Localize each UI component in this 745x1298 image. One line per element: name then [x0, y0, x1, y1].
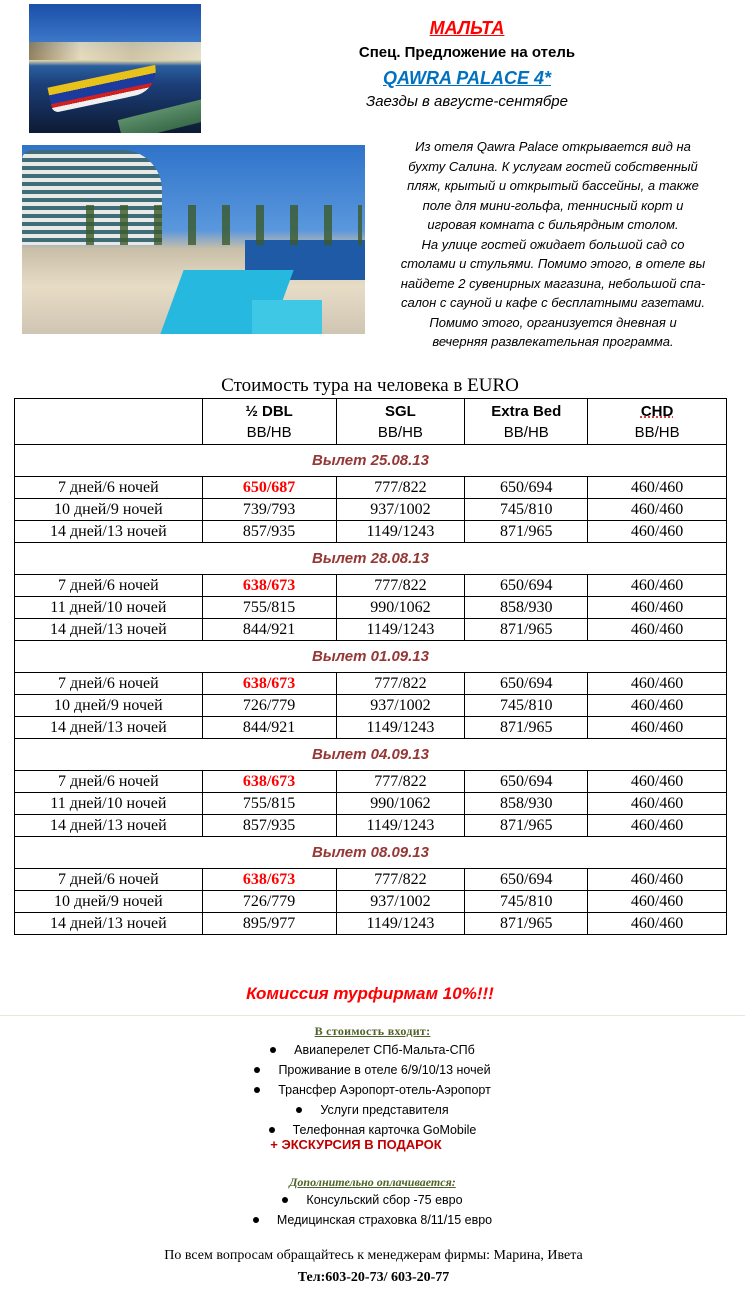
duration-cell: 11 дней/10 ночей — [15, 793, 203, 815]
table-row — [15, 793, 727, 815]
list-item-text: Услуги представителя — [320, 1103, 449, 1117]
price-cell: 460/460 — [588, 913, 727, 935]
table-row — [15, 521, 727, 543]
table-row — [15, 815, 727, 837]
description-line: Из отеля Qawra Palace открывается вид на — [415, 139, 691, 154]
price-cell: 844/921 — [202, 717, 336, 739]
description-line: игровая комната с бильярдным столом. — [427, 217, 679, 232]
check-in-dates: Заезды в августе-сентябре — [366, 93, 568, 110]
duration-cell: 14 дней/13 ночей — [15, 521, 203, 543]
price-cell: 460/460 — [588, 869, 727, 891]
table-row — [15, 891, 727, 913]
price-cell: 638/673 — [202, 575, 336, 597]
flight-row — [15, 739, 727, 771]
duration-cell: 14 дней/13 ночей — [15, 717, 203, 739]
price-cell: 739/793 — [202, 499, 336, 521]
bullet-icon — [296, 1107, 302, 1113]
price-cell: 895/977 — [202, 913, 336, 935]
column-name: ½ DBL — [245, 402, 293, 420]
bullet-icon — [253, 1217, 259, 1223]
flight-row — [15, 445, 727, 477]
flight-date: Вылет 08.09.13 — [15, 837, 727, 869]
price-cell: 990/1062 — [336, 597, 465, 619]
table-row — [15, 717, 727, 739]
price-cell: 858/930 — [465, 793, 588, 815]
list-item — [150, 1190, 595, 1210]
list-item — [150, 1060, 595, 1080]
hotel-name: QAWRA PALACE 4* — [382, 68, 551, 88]
price-cell: 777/822 — [336, 869, 465, 891]
list-item-text: Проживание в отеле 6/9/10/13 ночей — [278, 1063, 491, 1077]
description-line: вечерняя развлекательная программа. — [432, 334, 674, 349]
duration-cell: 14 дней/13 ночей — [15, 913, 203, 935]
flight-date: Вылет 04.09.13 — [15, 739, 727, 771]
price-cell: 937/1002 — [336, 499, 465, 521]
column-name: Extra Bed — [491, 402, 562, 420]
price-cell: 460/460 — [588, 673, 727, 695]
table-row — [15, 477, 727, 499]
column-board: BB/HB — [377, 423, 423, 441]
price-cell: 460/460 — [588, 793, 727, 815]
price-cell: 871/965 — [465, 815, 588, 837]
table-row — [15, 575, 727, 597]
price-cell: 857/935 — [202, 815, 336, 837]
price-cell: 460/460 — [588, 619, 727, 641]
divider — [0, 1015, 745, 1016]
price-table-body — [15, 445, 727, 935]
price-cell: 871/965 — [465, 619, 588, 641]
bullet-icon — [269, 1127, 275, 1133]
list-item-text: Телефонная карточка GoMobile — [292, 1123, 477, 1137]
duration-cell: 7 дней/6 ночей — [15, 575, 203, 597]
list-item-text: Авиаперелет СПб-Мальта-СПб — [294, 1043, 475, 1057]
price-cell: 777/822 — [336, 673, 465, 695]
description-line: Помимо этого, организуется дневная и — [429, 314, 677, 330]
price-cell: 460/460 — [588, 771, 727, 793]
hotel-pool-photo — [22, 145, 365, 334]
photo-pool-small — [252, 300, 322, 334]
description-line: поле для мини-гольфа, теннисный корт и — [422, 197, 684, 213]
price-cell: 460/460 — [588, 891, 727, 913]
description-line: найдете 2 сувенирных магазина, небольшой спа- — [400, 275, 706, 291]
price-cell: 990/1062 — [336, 793, 465, 815]
bullet-icon — [270, 1047, 276, 1053]
included-title: В стоимость входит: — [314, 1024, 431, 1038]
price-cell: 460/460 — [588, 717, 727, 739]
list-item — [150, 1040, 595, 1060]
description-line: бухту Салина. К услугам гостей собственный — [408, 158, 698, 174]
price-cell: 650/694 — [465, 869, 588, 891]
price-cell: 638/673 — [202, 869, 336, 891]
price-cell: 844/921 — [202, 619, 336, 641]
bullet-icon — [254, 1067, 260, 1073]
price-cell: 857/935 — [202, 521, 336, 543]
price-cell: 777/822 — [336, 771, 465, 793]
duration-cell: 7 дней/6 ночей — [15, 673, 203, 695]
duration-cell: 14 дней/13 ночей — [15, 815, 203, 837]
list-item — [150, 1210, 595, 1230]
list-item — [150, 1080, 595, 1100]
duration-cell: 10 дней/9 ночей — [15, 499, 203, 521]
table-row — [15, 597, 727, 619]
price-cell: 726/779 — [202, 891, 336, 913]
column-board: BB/HB — [246, 423, 292, 441]
duration-cell: 7 дней/6 ночей — [15, 477, 203, 499]
price-cell: 1149/1243 — [336, 619, 465, 641]
photo-palms — [72, 205, 362, 245]
duration-cell: 7 дней/6 ночей — [15, 771, 203, 793]
price-cell: 871/965 — [465, 717, 588, 739]
photo-boat — [47, 65, 160, 113]
price-cell: 777/822 — [336, 575, 465, 597]
list-item-text: Консульский сбор -75 евро — [306, 1193, 463, 1207]
contacts-text: По всем вопросам обращайтесь к менеджерам фирмы: Марина, Ивета — [164, 1248, 583, 1263]
price-cell: 871/965 — [465, 521, 588, 543]
gift-excursion: + ЭКСКУРСИЯ В ПОДАРОК — [270, 1137, 442, 1152]
price-cell: 777/822 — [336, 477, 465, 499]
price-cell: 460/460 — [588, 499, 727, 521]
price-cell: 745/810 — [465, 891, 588, 913]
extra-costs-list — [150, 1190, 595, 1230]
price-cell: 460/460 — [588, 815, 727, 837]
price-cell: 460/460 — [588, 521, 727, 543]
table-row — [15, 673, 727, 695]
header-cell-chd — [588, 399, 727, 445]
price-cell: 650/687 — [202, 477, 336, 499]
flight-date: Вылет 01.09.13 — [15, 641, 727, 673]
price-cell: 755/815 — [202, 793, 336, 815]
flight-row — [15, 641, 727, 673]
list-item-text: Медицинская страховка 8/11/15 евро — [276, 1213, 493, 1227]
description-line: столами и стульями. Помимо этого, в отеле вы — [400, 256, 706, 271]
price-cell: 1149/1243 — [336, 717, 465, 739]
table-row — [15, 695, 727, 717]
price-cell: 745/810 — [465, 695, 588, 717]
price-cell: 460/460 — [588, 477, 727, 499]
price-cell: 745/810 — [465, 499, 588, 521]
extra-costs-title: Дополнительно оплачивается: — [289, 1175, 456, 1189]
price-cell: 937/1002 — [336, 695, 465, 717]
price-cell: 1149/1243 — [336, 815, 465, 837]
price-cell: 650/694 — [465, 673, 588, 695]
duration-cell: 10 дней/9 ночей — [15, 695, 203, 717]
duration-cell: 7 дней/6 ночей — [15, 869, 203, 891]
commission-note: Комиссия турфирмам 10%!!! — [246, 984, 494, 1003]
duration-cell: 14 дней/13 ночей — [15, 619, 203, 641]
duration-cell: 10 дней/9 ночей — [15, 891, 203, 913]
column-board: BB/HB — [634, 423, 680, 441]
price-cell: 1149/1243 — [336, 521, 465, 543]
table-row — [15, 499, 727, 521]
country-title: МАЛЬТА — [429, 18, 505, 38]
column-name: CHD — [640, 402, 674, 420]
malta-harbour-photo — [29, 4, 201, 133]
price-cell: 871/965 — [465, 913, 588, 935]
price-cell: 1149/1243 — [336, 913, 465, 935]
price-cell: 638/673 — [202, 771, 336, 793]
list-item-text: Трансфер Аэропорт-отель-Аэропорт — [278, 1083, 491, 1097]
hotel-description — [372, 137, 734, 352]
duration-cell: 11 дней/10 ночей — [15, 597, 203, 619]
price-cell: 937/1002 — [336, 891, 465, 913]
header-cell-extra-bed — [465, 399, 588, 445]
list-item — [150, 1100, 595, 1120]
price-table — [14, 398, 727, 935]
table-row — [15, 913, 727, 935]
header-cell-empty — [15, 399, 203, 445]
price-cell: 726/779 — [202, 695, 336, 717]
price-cell: 460/460 — [588, 597, 727, 619]
bullet-icon — [282, 1197, 288, 1203]
column-name: SGL — [385, 402, 416, 420]
price-cell: 650/694 — [465, 771, 588, 793]
included-list — [150, 1040, 595, 1140]
price-cell: 858/930 — [465, 597, 588, 619]
flight-date: Вылет 25.08.13 — [15, 445, 727, 477]
flight-date: Вылет 28.08.13 — [15, 543, 727, 575]
column-board: BB/HB — [503, 423, 549, 441]
price-cell: 460/460 — [588, 695, 727, 717]
flight-row — [15, 837, 727, 869]
photo-town — [29, 42, 201, 60]
price-cell: 755/815 — [202, 597, 336, 619]
phone-numbers: Тел:603-20-73/ 603-20-77 — [297, 1270, 450, 1285]
table-caption: Стоимость тура на человека в EURO — [221, 375, 519, 396]
header-cell-sgl — [336, 399, 465, 445]
table-header-row — [15, 399, 727, 445]
photo-boat-green — [118, 98, 201, 133]
header-cell-dbl — [202, 399, 336, 445]
table-row — [15, 869, 727, 891]
flight-row — [15, 543, 727, 575]
description-line: На улице гостей ожидает большой сад со — [421, 236, 685, 252]
price-cell: 650/694 — [465, 575, 588, 597]
price-cell: 638/673 — [202, 673, 336, 695]
offer-title: Спец. Предложение на отель — [358, 44, 576, 61]
description-line: пляж, крытый и открытый бассейны, а также — [407, 178, 699, 193]
price-cell: 650/694 — [465, 477, 588, 499]
description-line: салон с сауной и кафе с бесплатными газетами. — [401, 295, 705, 310]
table-row — [15, 619, 727, 641]
table-row — [15, 771, 727, 793]
bullet-icon — [254, 1087, 260, 1093]
price-cell: 460/460 — [588, 575, 727, 597]
